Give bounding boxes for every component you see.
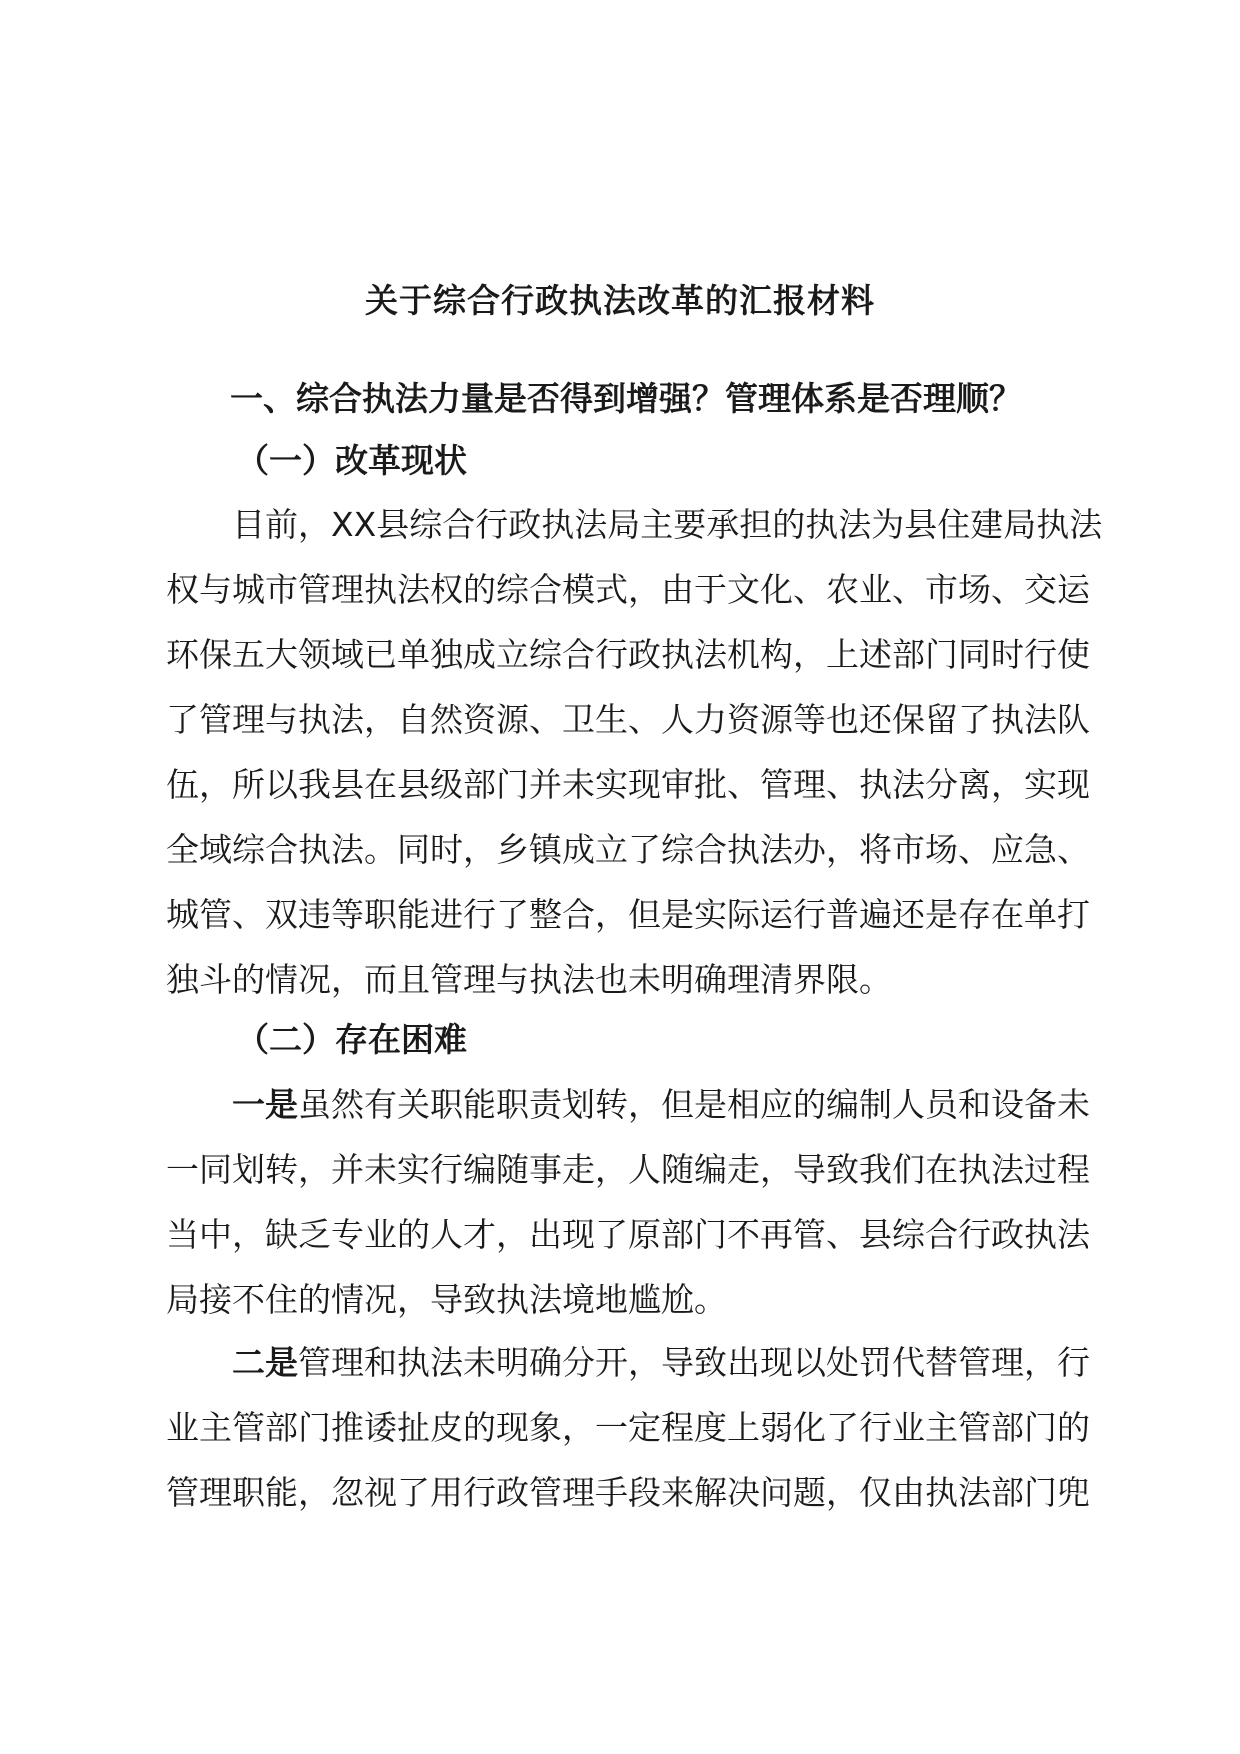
paragraph-line: 一同划转，并未实行编随事走，人随编走，导致我们在执法过程 [166, 1150, 1090, 1189]
paragraph-difficulty-1 [166, 1072, 1111, 1332]
paragraph-difficulty-2 [166, 1330, 1111, 1525]
paragraph-reform-status [166, 492, 1111, 1012]
paragraph-line: 目前，XX县综合行政执法局主要承担的执法为县住建局执法 [232, 505, 1103, 544]
paragraph-line: 伍，所以我县在县级部门并未实现审批、管理、执法分离，实现 [166, 765, 1090, 804]
paragraph-line: 权与城市管理执法权的综合模式，由于文化、农业、市场、交运 [166, 570, 1090, 609]
section-heading-1: 一、综合执法力量是否得到增强？管理体系是否理顺？ [230, 379, 1022, 418]
paragraph-line: 局接不住的情况，导致执法境地尴尬。 [166, 1280, 727, 1319]
document-title: 关于综合行政执法改革的汇报材料 [365, 281, 875, 320]
subsection-heading-difficulties: （二）存在困难 [236, 1020, 467, 1059]
paragraph-line: 当中，缺乏专业的人才，出现了原部门不再管、县综合行政执法 [166, 1215, 1090, 1254]
item-label: 一是 [232, 1085, 298, 1124]
paragraph-first-line [166, 1072, 1111, 1137]
paragraph-line: 了管理与执法，自然资源、卫生、人力资源等也还保留了执法队 [166, 700, 1090, 739]
paragraph-line: 管理职能，忽视了用行政管理手段来解决问题，仅由执法部门兜 [166, 1473, 1090, 1512]
item-text: 管理和执法未明确分开，导致出现以处罚代替管理，行 [298, 1343, 1090, 1382]
paragraph-line: 独斗的情况，而且管理与执法也未明确理清界限。 [166, 960, 892, 999]
paragraph-first-line [166, 1330, 1111, 1395]
paragraph-line: 环保五大领域已单独成立综合行政执法机构，上述部门同时行使 [166, 635, 1090, 674]
subsection-heading-reform-status: （一）改革现状 [236, 441, 467, 480]
paragraph-line: 业主管部门推诿扯皮的现象，一定程度上弱化了行业主管部门的 [166, 1408, 1090, 1447]
paragraph-line: 城管、双违等职能进行了整合，但是实际运行普遍还是存在单打 [166, 895, 1090, 934]
item-text: 虽然有关职能职责划转，但是相应的编制人员和设备未 [298, 1085, 1090, 1124]
item-label: 二是 [232, 1343, 298, 1382]
paragraph-line: 全域综合执法。同时，乡镇成立了综合执法办，将市场、应急、 [166, 830, 1090, 869]
